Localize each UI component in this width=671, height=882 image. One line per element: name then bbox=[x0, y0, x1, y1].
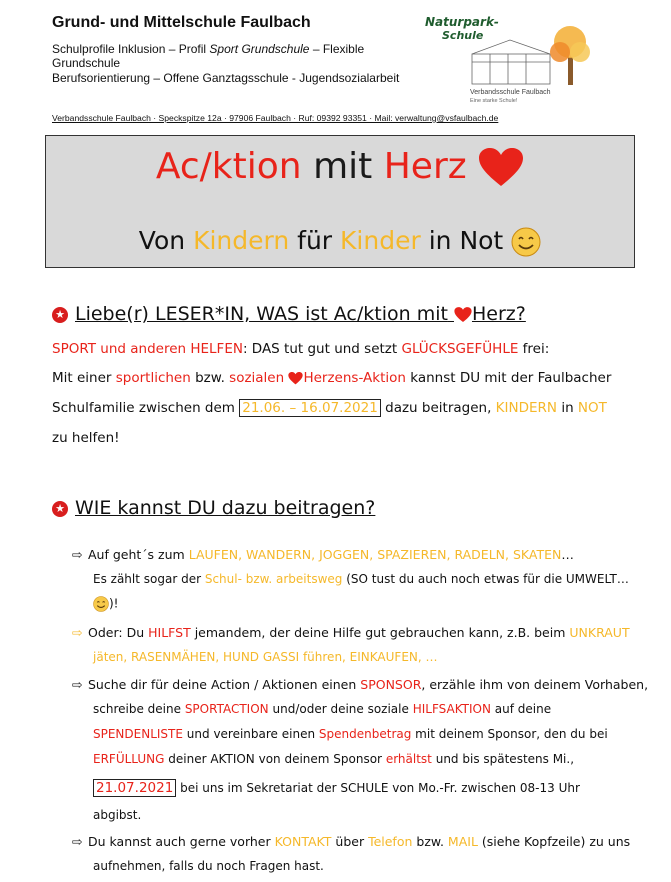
text-run: sozialen bbox=[229, 370, 285, 386]
section1-heading-end: Herz? bbox=[471, 303, 526, 325]
text-run: MAIL bbox=[447, 834, 478, 849]
text-run: frei: bbox=[522, 341, 550, 357]
text-run: Herzens-Aktion bbox=[303, 370, 406, 386]
heart-icon bbox=[478, 148, 524, 188]
banner-sub-3: für bbox=[297, 226, 333, 255]
text-run: kannst DU mit der Faulbacher bbox=[410, 370, 612, 386]
banner-title-word-3: Herz bbox=[383, 146, 467, 187]
text-run: schreibe deine bbox=[93, 702, 181, 716]
smiley-icon bbox=[511, 227, 541, 257]
logo-caption-1: Verbandsschule Faulbach bbox=[470, 89, 551, 96]
list-item-cont bbox=[93, 780, 580, 796]
list-item-cont: jäten, RASENMÄHEN, HUND GASSI führen, EINKAUFEN, … bbox=[93, 650, 438, 664]
text-run: SPONSOR bbox=[360, 677, 422, 692]
text-run: GLÜCKSGEFÜHLE bbox=[401, 341, 519, 357]
text-run: ERFÜLLUNG bbox=[93, 752, 165, 766]
text-run: (SO tust du auch noch etwas für die UMWELT… bbox=[346, 572, 629, 586]
text-run: NOT bbox=[577, 400, 607, 416]
text-run: UNKRAUT bbox=[569, 625, 630, 640]
text-run: HILFSAKTION bbox=[412, 702, 491, 716]
section1-line-2 bbox=[52, 370, 611, 386]
list-item-cont bbox=[93, 572, 629, 586]
text-run: HILFST bbox=[148, 625, 191, 640]
title-banner bbox=[45, 135, 635, 268]
section1-line-3 bbox=[52, 400, 607, 416]
list-item bbox=[72, 834, 630, 849]
school-address: Verbandsschule Faulbach · Speckspitze 12a · 97906 Faulbach · Ruf: 09392 93351 · Mail: verwaltung@vsfaulbach.de bbox=[52, 113, 499, 123]
school-profile-line bbox=[52, 42, 364, 56]
text-run: und vereinbare einen bbox=[186, 727, 316, 741]
date-range: 21.06. – 16.07.2021 bbox=[239, 399, 381, 417]
text-run: Schulfamilie zwischen dem bbox=[52, 400, 235, 416]
text-run: erhältst bbox=[385, 752, 432, 766]
text-run: Es zählt sogar der bbox=[93, 572, 202, 586]
school-profile-line-3: Berufsorientierung – Offene Ganztagsschule - Jugendsozialarbeit bbox=[52, 71, 400, 85]
section1-line-1 bbox=[52, 341, 549, 357]
text-run: und bis spätestens Mi., bbox=[435, 752, 575, 766]
text-run: KONTAKT bbox=[274, 834, 332, 849]
text-run: Suche dir für deine Action / Aktionen einen bbox=[88, 677, 357, 692]
text-run: mit deinem Sponsor, den du bei bbox=[415, 727, 608, 741]
list-item-cont: aufnehmen, falls du noch Fragen hast. bbox=[93, 859, 324, 873]
list-item bbox=[72, 625, 630, 640]
banner-title-word-1: Ac/ktion bbox=[155, 146, 302, 187]
text-run: : DAS tut gut und setzt bbox=[242, 341, 398, 357]
profile-text-c: – Flexible bbox=[309, 42, 365, 56]
text-run: Oder: Du bbox=[88, 625, 145, 640]
list-item bbox=[72, 677, 648, 692]
text-run: LAUFEN, WANDERN, JOGGEN, SPAZIEREN, RADELN, SKATEN bbox=[188, 547, 562, 562]
section1-heading bbox=[52, 303, 526, 325]
text-run: Schul- bzw. arbeitsweg bbox=[204, 572, 343, 586]
list-item-cont bbox=[93, 596, 119, 612]
banner-sub-1: Von bbox=[138, 226, 186, 255]
banner-sub-2: Kindern bbox=[193, 226, 290, 255]
banner-title bbox=[46, 144, 634, 190]
text-run: Spendenbetrag bbox=[318, 727, 412, 741]
text-run: )! bbox=[109, 596, 119, 611]
list-item-cont bbox=[93, 752, 574, 766]
text-run: … bbox=[561, 547, 574, 562]
list-item bbox=[72, 547, 574, 562]
arrow-icon: ⇨ bbox=[72, 625, 83, 640]
text-run: bzw. bbox=[416, 834, 444, 849]
text-run: (siehe Kopfzeile) zu uns bbox=[481, 834, 631, 849]
banner-title-word-2: mit bbox=[313, 146, 373, 187]
text-run: über bbox=[335, 834, 365, 849]
text-run: auf deine bbox=[494, 702, 552, 716]
text-run: Mit einer bbox=[52, 370, 112, 386]
text-run: KINDERN bbox=[495, 400, 558, 416]
text-run: Du kannst auch gerne vorher bbox=[88, 834, 271, 849]
list-item-cont bbox=[93, 702, 551, 716]
banner-sub-4: Kinder bbox=[340, 226, 421, 255]
banner-sub-5: in Not bbox=[428, 226, 504, 255]
logo-title-1: Naturpark- bbox=[425, 15, 499, 29]
school-name: Grund- und Mittelschule Faulbach bbox=[52, 14, 311, 31]
text-run: bzw. bbox=[195, 370, 225, 386]
profile-text-a: Schulprofile Inklusion – Profil bbox=[52, 42, 210, 56]
star-bullet-icon: ★ bbox=[52, 307, 68, 323]
section2-heading-text: WIE kannst DU dazu beitragen? bbox=[75, 497, 376, 519]
logo-title-2: Schule bbox=[442, 29, 484, 42]
text-run: in bbox=[561, 400, 574, 416]
text-run: und/oder deine soziale bbox=[272, 702, 409, 716]
school-profile-line-2: Grundschule bbox=[52, 56, 121, 70]
banner-subtitle bbox=[46, 224, 634, 258]
heart-icon bbox=[288, 372, 303, 385]
text-run: , erzähle ihm von deinem Vorhaben, bbox=[421, 677, 649, 692]
text-run: jemandem, der deine Hilfe gut gebrauchen kann, z.B. beim bbox=[194, 625, 566, 640]
text-run: SPORTACTION bbox=[184, 702, 269, 716]
deadline-date: 21.07.2021 bbox=[93, 779, 176, 797]
text-run: Telefon bbox=[368, 834, 413, 849]
star-bullet-icon: ★ bbox=[52, 501, 68, 517]
section1-line-4: zu helfen! bbox=[52, 430, 120, 446]
logo-graphic bbox=[420, 12, 590, 104]
section2-heading bbox=[52, 497, 375, 519]
text-run: bei uns im Sekretariat der SCHULE von Mo.-Fr. zwischen 08-13 Uhr bbox=[180, 781, 580, 795]
smiley-icon bbox=[93, 596, 109, 612]
arrow-icon: ⇨ bbox=[72, 677, 83, 692]
logo-caption-2: Eine starke Schule! bbox=[470, 98, 518, 104]
list-item-cont bbox=[93, 727, 608, 741]
school-logo bbox=[420, 12, 590, 104]
profile-text-b: Sport Grundschule bbox=[209, 42, 310, 56]
arrow-icon: ⇨ bbox=[72, 547, 83, 562]
text-run: dazu beitragen, bbox=[385, 400, 492, 416]
text-run: Auf geht´s zum bbox=[88, 547, 185, 562]
list-item-cont: abgibst. bbox=[93, 808, 142, 822]
heart-icon bbox=[454, 307, 472, 323]
text-run: sportlichen bbox=[115, 370, 191, 386]
arrow-icon: ⇨ bbox=[72, 834, 83, 849]
text-run: deiner AKTION von deinem Sponsor bbox=[168, 752, 382, 766]
text-run: SPENDENLISTE bbox=[93, 727, 183, 741]
text-run: SPORT und anderen HELFEN bbox=[52, 341, 243, 357]
section1-heading-text: Liebe(r) LESER*IN, WAS ist Ac/ktion mit bbox=[75, 303, 448, 325]
